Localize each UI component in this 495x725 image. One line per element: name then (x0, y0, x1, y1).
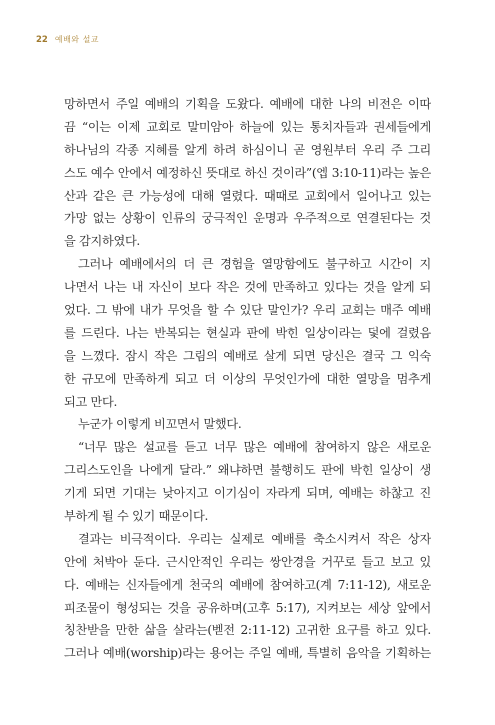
text-line: 를 드린다. 나는 반복되는 현실과 판에 박힌 일상이라는 덫에 걸렸음 (64, 325, 431, 340)
running-title: 예배와 설교 (54, 35, 100, 44)
text-line: 결과는 비극적이다. 우리는 실제로 예배를 축소시켜서 작은 상자 (78, 531, 431, 546)
body-text (64, 93, 431, 665)
text-line: 기게 되면 기대는 낮아지고 이기심이 자라게 되며, 예배는 하찮고 진 (64, 486, 431, 501)
text-line: “너무 많은 설교를 듣고 너무 많은 예배에 참여하지 않은 새로운 (78, 440, 431, 455)
text-line: 산과 같은 큰 가능성에 대해 열렸다. 때때로 교회에서 일어나고 있는 (64, 188, 431, 203)
page-number: 22 (36, 34, 48, 45)
text-line: 안에 처박아 둔다. 근시안적인 우리는 쌍안경을 거꾸로 들고 보고 있 (64, 554, 431, 569)
text-line: 피조물이 형성되는 것을 공유하며(고후 5:17), 지켜보는 세상 앞에서 (64, 600, 431, 615)
text-line: 하나님의 각종 지혜를 알게 하려 하심이니 곧 영원부터 우리 주 그리 (64, 142, 431, 157)
text-line: 그러나 예배(worship)라는 용어는 주일 예배, 특별히 음악을 기획하는 (64, 646, 431, 661)
page-header (36, 34, 99, 45)
text-line: 누군가 이렇게 비꼬면서 말했다. (78, 417, 242, 432)
text-line: 망하면서 주일 예배의 기획을 도왔다. 예배에 대한 나의 비전은 이따 (64, 97, 431, 111)
text-line: 었다. 그 밖에 내가 무엇을 할 수 있단 말인가? 우리 교회는 매주 예배 (64, 303, 431, 318)
text-line: 나면서 나는 내 자신이 보다 작은 것에 만족하고 있다는 것을 알게 되 (64, 280, 431, 295)
text-line: 끔 “이는 이제 교회로 말미암아 하늘에 있는 통치자들과 권세들에게 (64, 119, 431, 134)
text-line: 그러나 예배에서의 더 큰 경험을 열망함에도 불구하고 시간이 지 (78, 257, 431, 272)
text-line: 그리스도인을 나에게 달라.” 왜냐하면 불행히도 판에 박힌 일상이 생 (64, 463, 431, 478)
text-line: 가망 없는 상황이 인류의 궁극적인 운명과 우주적으로 연결된다는 것 (64, 211, 431, 226)
text-line: 을 느꼈다. 잠시 작은 그림의 예배로 살게 되면 당신은 결국 그 익숙 (64, 348, 431, 363)
text-line: 한 규모에 만족하게 되고 더 이상의 무엇인가에 대한 열망을 멈추게 (64, 371, 431, 386)
text-line: 다. 예배는 신자들에게 천국의 예배에 참여하고(계 7:11-12), 새로운 (64, 577, 431, 592)
text-line: 되고 만다. (64, 394, 118, 409)
text-line: 을 감지하였다. (64, 234, 140, 249)
text-line: 부하게 될 수 있기 때문이다. (64, 509, 209, 524)
text-line: 스도 예수 안에서 예정하신 뜻대로 하신 것이라”(엡 3:10-11)라는 높은 (64, 165, 431, 180)
text-line: 칭찬받을 만한 삶을 살라는(벧전 2:11-12) 고귀한 요구를 하고 있다. (64, 623, 431, 638)
